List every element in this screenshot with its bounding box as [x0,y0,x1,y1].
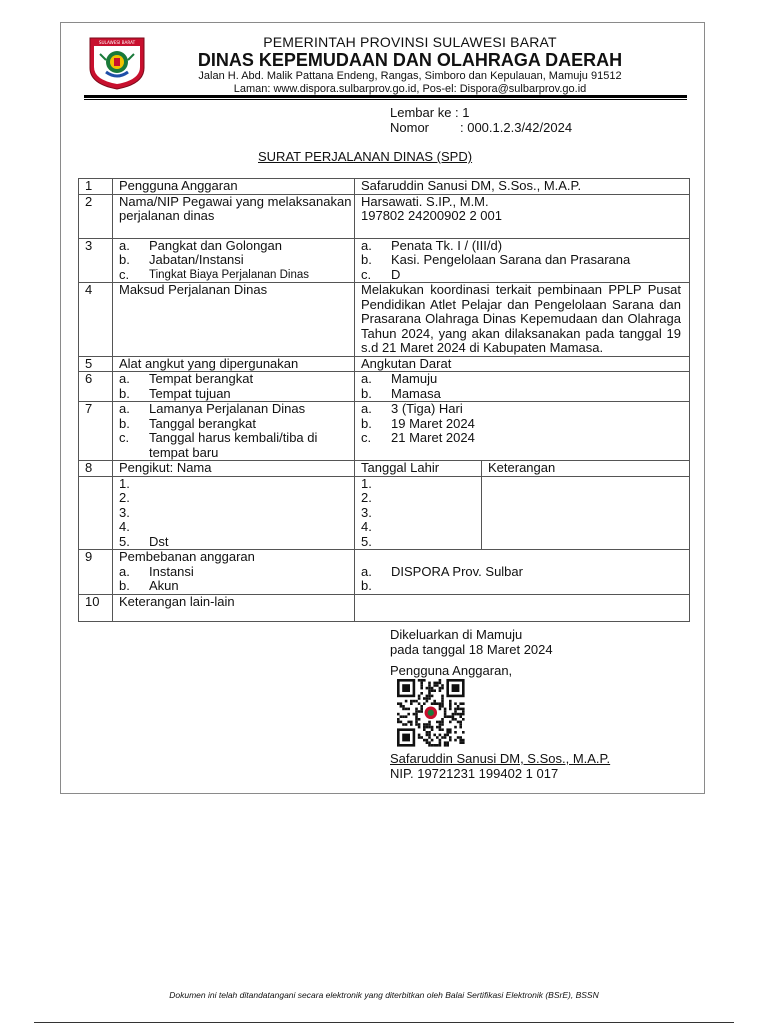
sub-letter: b. [119,578,130,593]
signer-role: Pengguna Anggaran, [390,663,513,678]
office-address: Jalan H. Abd. Malik Pattana Endeng, Rangas, Simboro dan Kepulauan, Mamuju 91512 [198,70,622,82]
sub-value: Mamasa [391,385,441,401]
table-row [79,179,690,195]
number-value: : 000.1.2.3/42/2024 [460,120,573,135]
row-value [355,594,690,621]
sheet-number: Lembar ke : 1 [390,105,470,120]
letterhead [160,34,660,96]
sub-letter: b. [119,415,130,431]
sub-value: 3 (Tiga) Hari [391,401,463,416]
sub-value: DISPORA Prov. Sulbar [391,563,523,579]
row-number: 9 [79,550,113,595]
sub-letter: a. [361,237,372,253]
sub-label: Jabatan/Instansi [149,252,244,267]
sub-letter: a. [361,401,372,416]
dob-header: Tanggal Lahir [355,461,482,476]
table-row [79,476,690,550]
sub-label: Akun [149,578,179,593]
document-meta [390,105,572,135]
dob-item: 1. [361,475,372,491]
office-name: DINAS KEPEMUDAAN DAN OLAHRAGA DAERAH [197,50,623,70]
row-number: 6 [79,372,113,402]
sub-value [391,579,689,594]
table-row [79,550,690,595]
sub-letter: b. [119,252,130,267]
sub-value: Penata Tk. I / (III/d) [391,237,503,253]
row-label: Keterangan lain-lain [113,594,355,621]
table-row [79,372,690,402]
table-row [79,194,690,238]
row-number: 3 [79,238,113,283]
office-contacts: Laman: www.dispora.sulbarprov.go.id, Pos-el: Dispora@sulbarprov.go.id [233,83,587,95]
row-label: Nama/NIP Pegawai yang melaksanakan perjalanan dinas [113,194,355,238]
note-header: Keterangan [488,460,556,475]
sub-letter: a. [119,563,130,579]
table-row [79,461,690,477]
sub-value: Mamuju [391,371,438,386]
dob-item: 3. [361,504,372,520]
sub-label: Tanggal berangkat [149,415,256,431]
sub-value: D [391,266,401,282]
issued-date: pada tanggal 18 Maret 2024 [390,642,553,657]
letterhead-rule-thick [84,95,687,98]
number-label: Nomor [390,120,430,135]
signature-block [390,627,553,678]
sub-letter: b. [361,578,372,593]
signer-nip: NIP. 19721231 199402 1 017 [390,766,559,781]
sub-letter: a. [119,237,130,253]
sub-value: 21 Maret 2024 [391,430,475,445]
row-number: 8 [79,461,113,477]
sub-value: Kasi. Pengelolaan Sarana dan Prasarana [391,252,631,267]
sub-letter: a. [361,563,372,579]
sub-letter: c. [361,430,372,445]
letterhead-rule-thin [84,99,687,100]
row-label [113,402,355,461]
svg-text:SULAWESI BARAT: SULAWESI BARAT [98,40,136,45]
row-value: Angkutan Darat [355,356,690,372]
row-label [113,550,355,595]
follower-details [355,476,690,550]
signer-info [390,751,610,781]
row-number: 7 [79,402,113,461]
row-value [355,238,690,283]
follower-list [113,476,355,550]
follower-dst: Dst [149,533,169,549]
follower-item: 5. [119,533,130,549]
footer-rule [34,1022,734,1023]
sub-letter: b. [119,385,130,401]
dob-list [355,477,482,550]
row-label: Alat angkut yang dipergunakan [113,356,355,372]
table-row [79,238,690,283]
province-name: PEMERINTAH PROVINSI SULAWESI BARAT [263,34,557,50]
row-number: 1 [79,179,113,195]
row-value [355,402,690,461]
sub-letter: b. [361,385,372,401]
sub-label: Tanggal harus kembali/tiba di tempat baru [149,430,318,460]
table-row [79,402,690,461]
sub-label: Tempat tujuan [149,385,231,401]
sub-label: Lamanya Perjalanan Dinas [149,401,306,416]
spd-table [78,178,690,622]
province-emblem-logo [86,34,148,90]
sub-label: Pangkat dan Golongan [149,237,282,253]
signer-name: Safaruddin Sanusi DM, S.Sos., M.A.P. [390,751,611,766]
row-value: Safaruddin Sanusi DM, S.Sos., M.A.P. [355,179,690,195]
sub-letter: b. [361,252,372,267]
budget-label: Pembebanan anggaran [119,549,255,564]
row-label: Pengguna Anggaran [113,179,355,195]
dob-item: 2. [361,490,372,505]
row-value [355,372,690,402]
sub-letter: a. [119,371,130,386]
row-value [355,461,690,477]
issued-place: Dikeluarkan di Mamuju [390,627,523,642]
electronic-signature-note: Dokumen ini telah ditandatangani secara elektronik yang diterbitkan oleh Balai Sertifikasi Elektronik (BSrE), BSSN [169,990,599,1000]
sub-label: Tingkat Biaya Perjalanan Dinas [149,268,310,281]
employee-nip: 197802 24200902 2 001 [361,208,502,223]
row-number: 2 [79,194,113,238]
dob-item: 5. [361,533,372,549]
row-value [355,550,690,595]
employee-name: Harsawati. S.IP., M.M. [361,193,489,209]
letter-number [390,120,572,135]
table-row [79,594,690,621]
dob-item: 4. [361,519,372,534]
sub-letter: b. [361,415,372,431]
row-number: 4 [79,283,113,357]
sub-label: Instansi [149,563,194,579]
sub-letter: c. [119,430,130,445]
sub-letter: c. [119,266,130,282]
row-label [113,238,355,283]
row-label: Pengikut: Nama [113,461,355,477]
follower-item: 2. [119,490,130,505]
document-title: SURAT PERJALANAN DINAS (SPD) [258,149,473,164]
follower-item: 1. [119,475,130,491]
follower-item: 4. [119,519,130,534]
table-row [79,283,690,357]
table-row [79,356,690,372]
follower-item: 3. [119,504,130,520]
row-value [355,194,690,238]
row-value: Melakukan koordinasi terkait pembinaan PPLP Pusat Pendidikan Atlet Pelajar dan Pengelolaan Sarana dan Prasarana Olahraga Dinas Kepemudaan dan Olahraga Tahun 2024, yang akan dilaksanakan pada tanggal 19 s.d 21 Maret 2024 di Kabupaten Mamasa. [355,283,690,357]
sub-letter: c. [361,266,372,282]
sub-label: Tempat berangkat [149,371,254,386]
qr-code-signature [395,678,481,748]
row-label: Maksud Perjalanan Dinas [113,283,355,357]
row-number: 10 [79,594,113,621]
sub-value: 19 Maret 2024 [391,415,475,431]
row-label [113,372,355,402]
sub-letter: a. [119,401,130,416]
row-number: 5 [79,356,113,372]
sub-letter: a. [361,371,372,386]
